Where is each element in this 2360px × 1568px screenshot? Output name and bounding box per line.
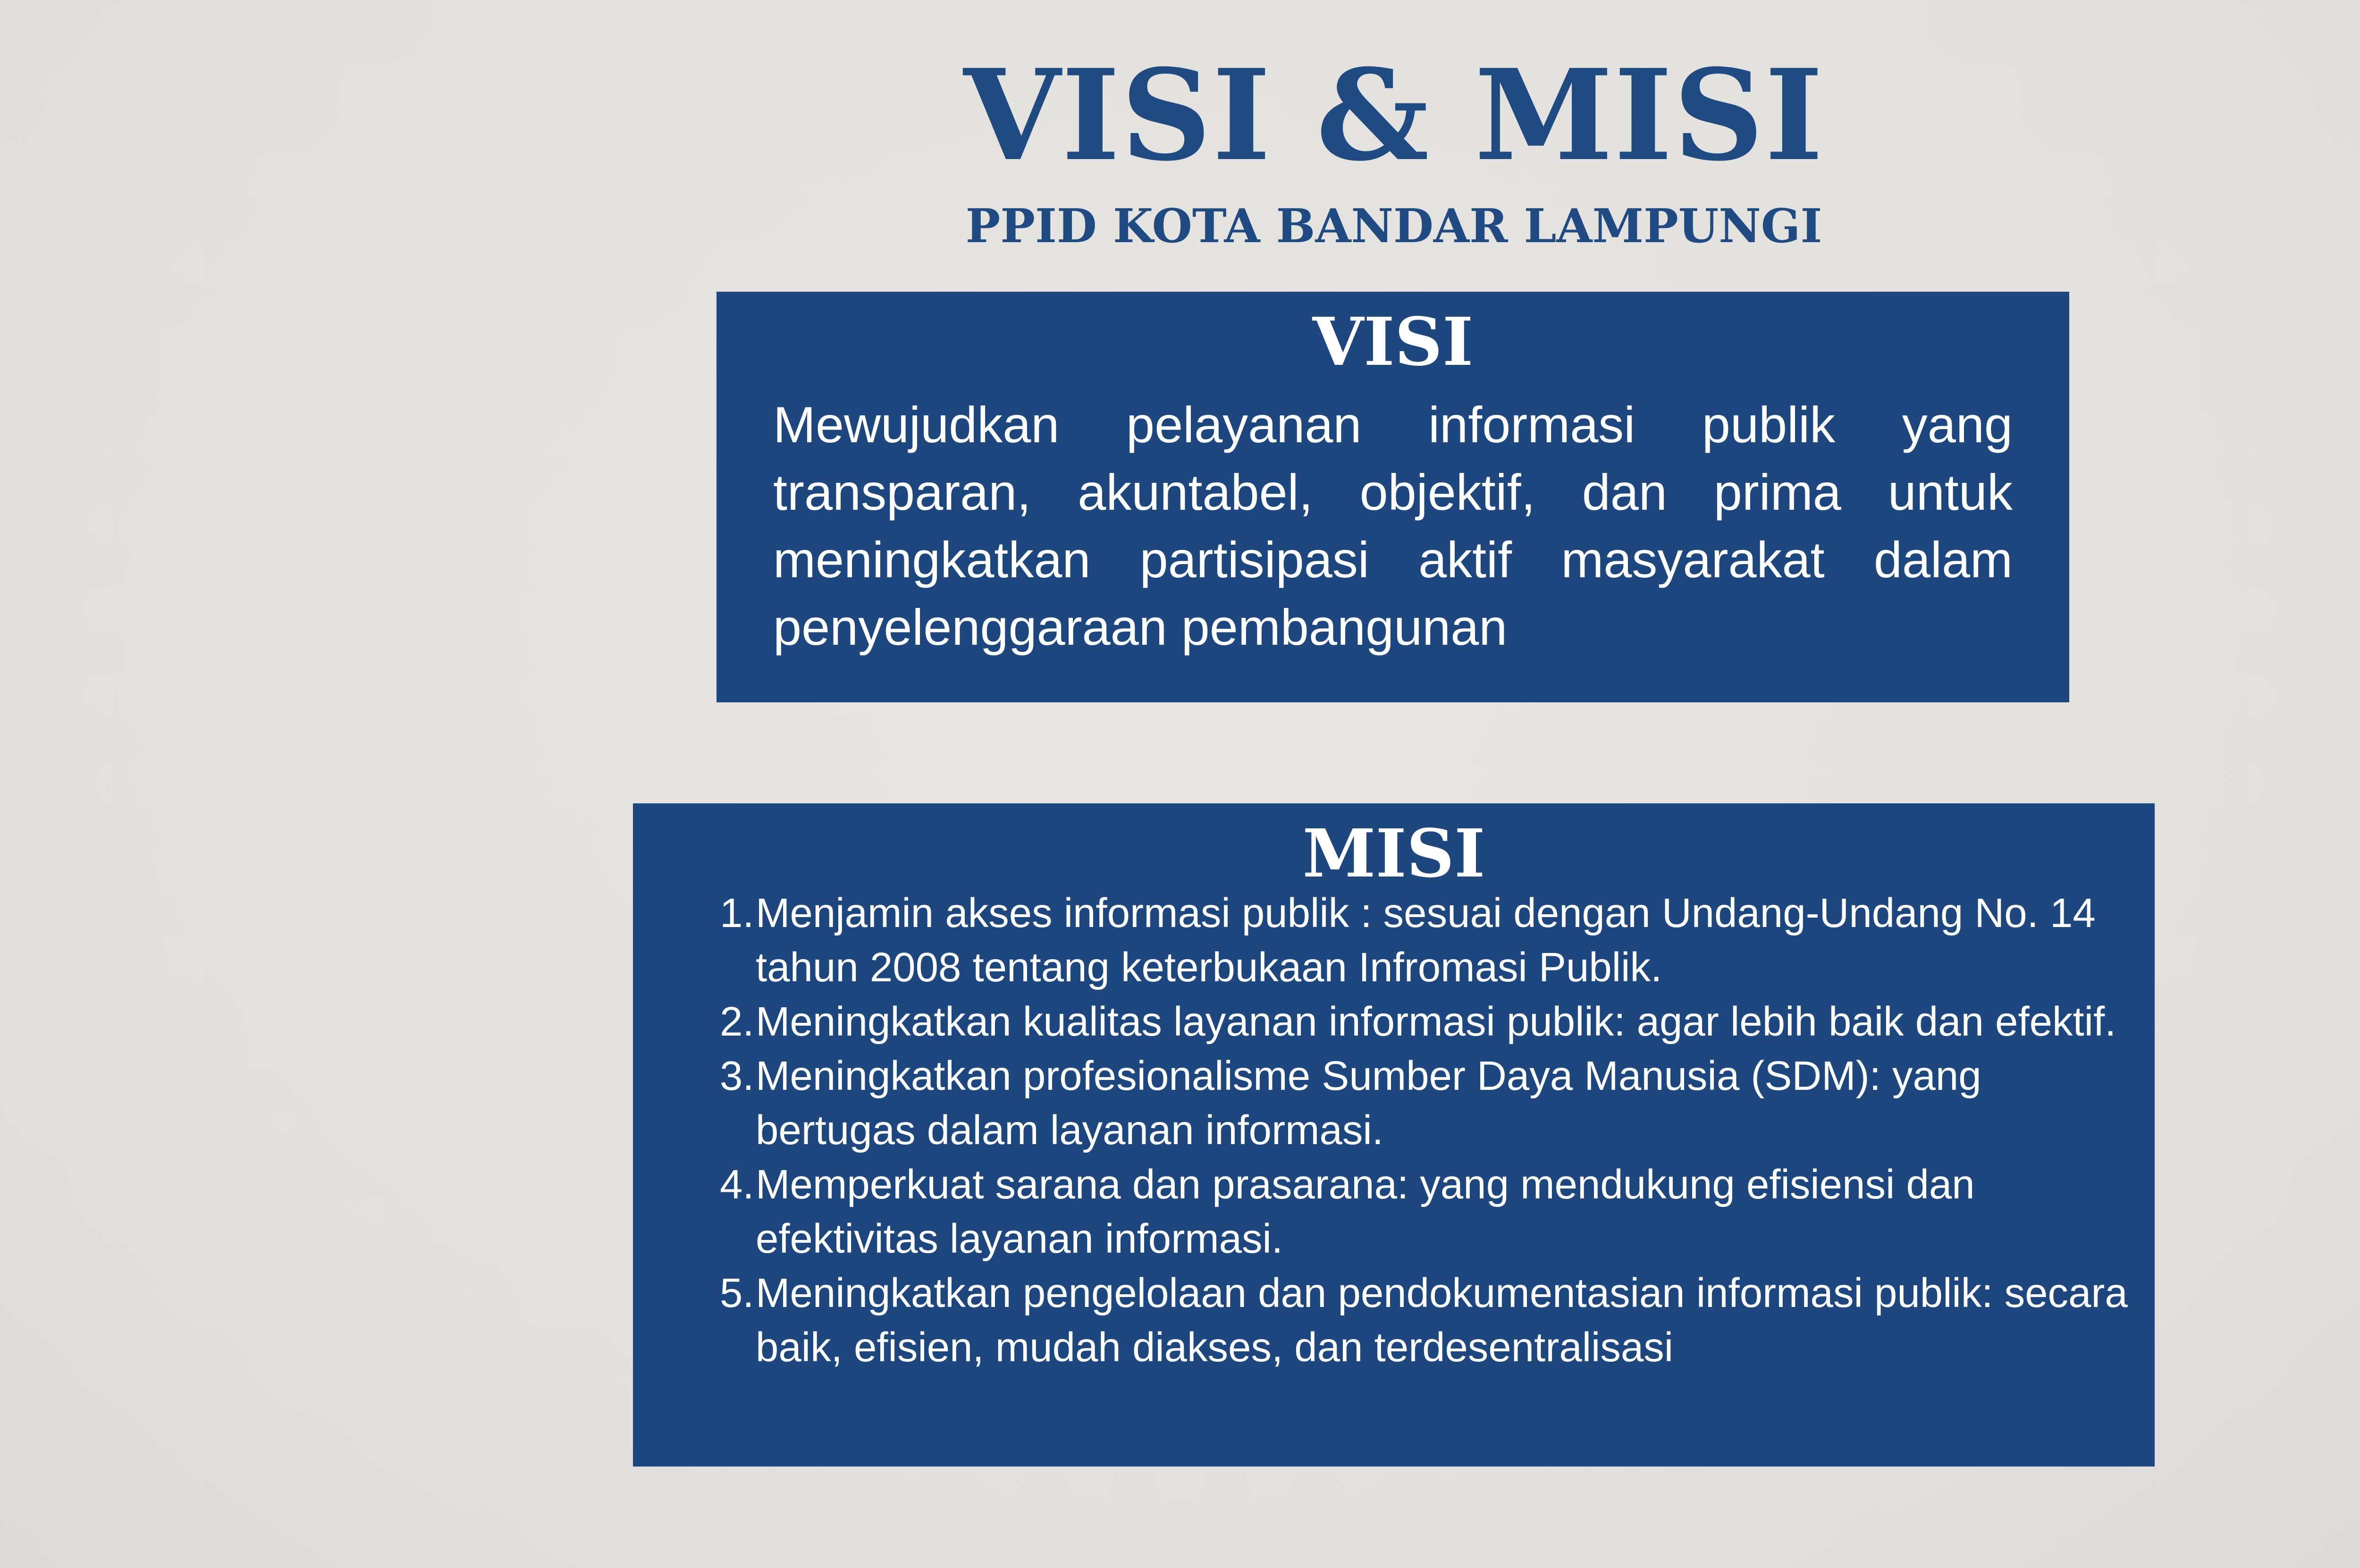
misi-item-number: 1. xyxy=(720,890,754,936)
misi-item xyxy=(720,1157,2150,1266)
misi-item xyxy=(720,886,2150,995)
misi-item xyxy=(720,995,2150,1049)
misi-heading: MISI xyxy=(1302,815,1485,893)
misi-item-text: Menjamin akses informasi publik : sesuai dengan Undang-Undang No. 14 tahun 2008 tentang keterbukaan Infromasi Publik. xyxy=(756,890,2096,990)
misi-item-text: Memperkuat sarana dan prasarana: yang mendukung efisiensi dan efektivitas layanan informasi. xyxy=(756,1162,1975,1262)
misi-item-text: Meningkatkan pengelolaan dan pendokumentasian informasi publik: secara baik, efisien, mudah diakses, dan terdesentralisasi xyxy=(756,1270,2128,1370)
misi-item-number: 3. xyxy=(720,1053,754,1099)
misi-item-number: 5. xyxy=(720,1270,754,1316)
misi-list xyxy=(720,886,2150,1374)
misi-item-number: 2. xyxy=(720,999,754,1045)
page-subtitle: PPID KOTA BANDAR LAMPUNGI xyxy=(965,199,1822,253)
misi-item-text: Meningkatkan profesionalisme Sumber Daya Manusia (SDM): yang bertugas dalam layanan informasi. xyxy=(756,1053,1981,1153)
visi-heading: VISI xyxy=(1312,303,1474,381)
visi-text: Mewujudkan pelayanan informasi publik yang transparan, akuntabel, objektif, dan prima untuk meningkatkan partisipasi aktif masyarakat dalam penyelenggaraan pembangunan xyxy=(773,396,2013,656)
misi-item xyxy=(720,1049,2150,1157)
page-title: VISI & MISI xyxy=(963,42,1824,189)
misi-item-text: Meningkatkan kualitas layanan informasi publik: agar lebih baik dan efektif. xyxy=(756,999,2116,1045)
visi-box xyxy=(716,292,2069,702)
misi-box xyxy=(633,803,2155,1467)
misi-item xyxy=(720,1266,2150,1374)
misi-item-number: 4. xyxy=(720,1162,754,1207)
